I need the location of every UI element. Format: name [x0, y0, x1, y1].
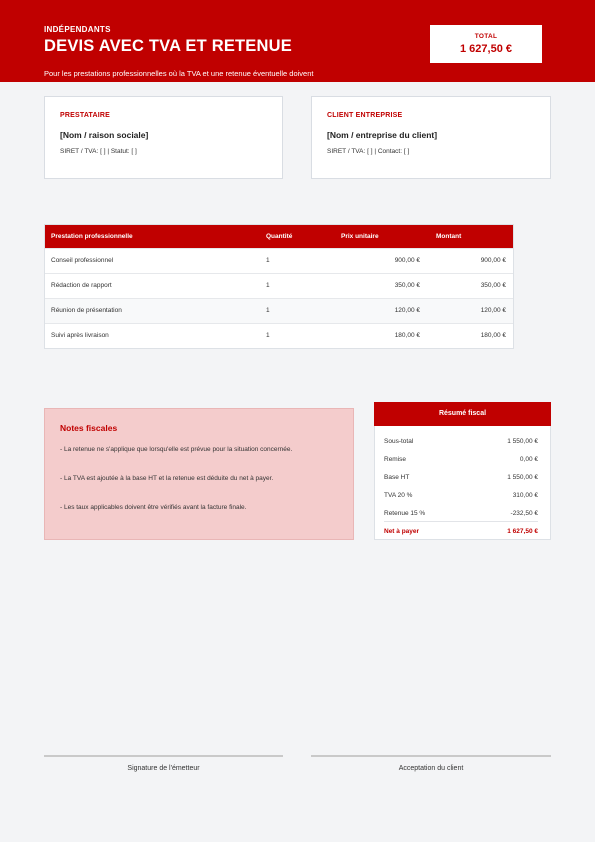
- col-header-amount: Montant: [436, 233, 462, 240]
- summary-label: Retenue 15 %: [384, 510, 426, 517]
- document-title: DEVIS AVEC TVA ET RETENUE: [44, 37, 292, 55]
- cell-quantity: 1: [266, 332, 270, 339]
- summary-label: Remise: [384, 456, 407, 463]
- summary-row-net: [384, 528, 538, 535]
- items-table-header: [45, 225, 513, 248]
- issuer-signature-line: [44, 755, 283, 757]
- summary-value: 1 550,00 €: [507, 438, 538, 445]
- tax-summary-box: [374, 402, 551, 540]
- cell-service: Réunion de présentation: [51, 307, 122, 314]
- summary-value: -232,50 €: [510, 510, 538, 517]
- cell-service: Suivi après livraison: [51, 332, 109, 339]
- client-signature-line: [311, 755, 551, 757]
- tax-summary-title: Résumé fiscal: [374, 402, 551, 426]
- summary-row-base-ht: [384, 474, 538, 481]
- total-value: 1 627,50 €: [460, 43, 512, 55]
- cell-unit-price: 900,00 €: [394, 257, 420, 264]
- summary-value: 0,00 €: [519, 456, 538, 463]
- client-name: [Nom / entreprise du client]: [327, 130, 438, 140]
- summary-row-withholding: [384, 510, 538, 517]
- provider-label: PRESTATAIRE: [60, 112, 111, 119]
- table-row: [45, 273, 513, 298]
- tax-note: - Les taux applicables doivent être vérifiés avant la facture finale.: [60, 504, 247, 511]
- col-header-unit-price: Prix unitaire: [341, 233, 379, 240]
- tax-notes-title: Notes fiscales: [60, 423, 118, 433]
- net-divider: [384, 521, 538, 522]
- issuer-signature-label: Signature de l'émetteur: [127, 765, 200, 772]
- cell-quantity: 1: [266, 282, 270, 289]
- tax-note: - La TVA est ajoutée à la base HT et la retenue est déduite du net à payer.: [60, 475, 274, 482]
- table-row: [45, 248, 513, 273]
- client-details: SIRET / TVA: [ ] | Contact: [ ]: [327, 148, 410, 155]
- table-row: [45, 298, 513, 323]
- client-card: [311, 96, 551, 179]
- cell-quantity: 1: [266, 307, 270, 314]
- summary-row-vat: [384, 492, 538, 499]
- net-value: 1 627,50 €: [507, 528, 538, 535]
- cell-amount: 350,00 €: [480, 282, 506, 289]
- provider-card: [44, 96, 283, 179]
- net-label: Net à payer: [384, 528, 420, 535]
- items-table: [44, 224, 514, 349]
- cell-unit-price: 350,00 €: [394, 282, 420, 289]
- document-header: [0, 0, 595, 82]
- tax-note: - La retenue ne s'applique que lorsqu'elle est prévue pour la situation concernée.: [60, 446, 293, 453]
- summary-row-subtotal: [384, 438, 538, 445]
- cell-unit-price: 120,00 €: [394, 307, 420, 314]
- cell-service: Conseil professionnel: [51, 257, 114, 264]
- summary-value: 310,00 €: [512, 492, 538, 499]
- cell-quantity: 1: [266, 257, 270, 264]
- cell-unit-price: 180,00 €: [394, 332, 420, 339]
- cell-service: Rédaction de rapport: [51, 282, 112, 289]
- provider-details: SIRET / TVA: [ ] | Statut: [ ]: [60, 148, 137, 155]
- client-signature-label: Acceptation du client: [398, 765, 464, 772]
- total-box: [430, 25, 542, 63]
- summary-label: Base HT: [384, 474, 410, 481]
- summary-row-discount: [384, 456, 538, 463]
- summary-value: 1 550,00 €: [507, 474, 538, 481]
- client-label: CLIENT ENTREPRISE: [327, 112, 403, 119]
- summary-label: Sous-total: [384, 438, 414, 445]
- table-row: [45, 323, 513, 348]
- cell-amount: 120,00 €: [480, 307, 506, 314]
- summary-label: TVA 20 %: [384, 492, 413, 499]
- cell-amount: 900,00 €: [480, 257, 506, 264]
- header-kicker: INDÉPENDANTS: [44, 25, 111, 34]
- col-header-quantity: Quantité: [266, 233, 293, 240]
- cell-amount: 180,00 €: [480, 332, 506, 339]
- provider-name: [Nom / raison sociale]: [60, 130, 149, 140]
- document-subtitle: Pour les prestations professionnelles où la TVA et une retenue éventuelle doivent: [44, 69, 314, 78]
- tax-notes-box: [44, 408, 354, 540]
- total-label: TOTAL: [474, 33, 498, 40]
- col-header-service: Prestation professionnelle: [51, 233, 133, 240]
